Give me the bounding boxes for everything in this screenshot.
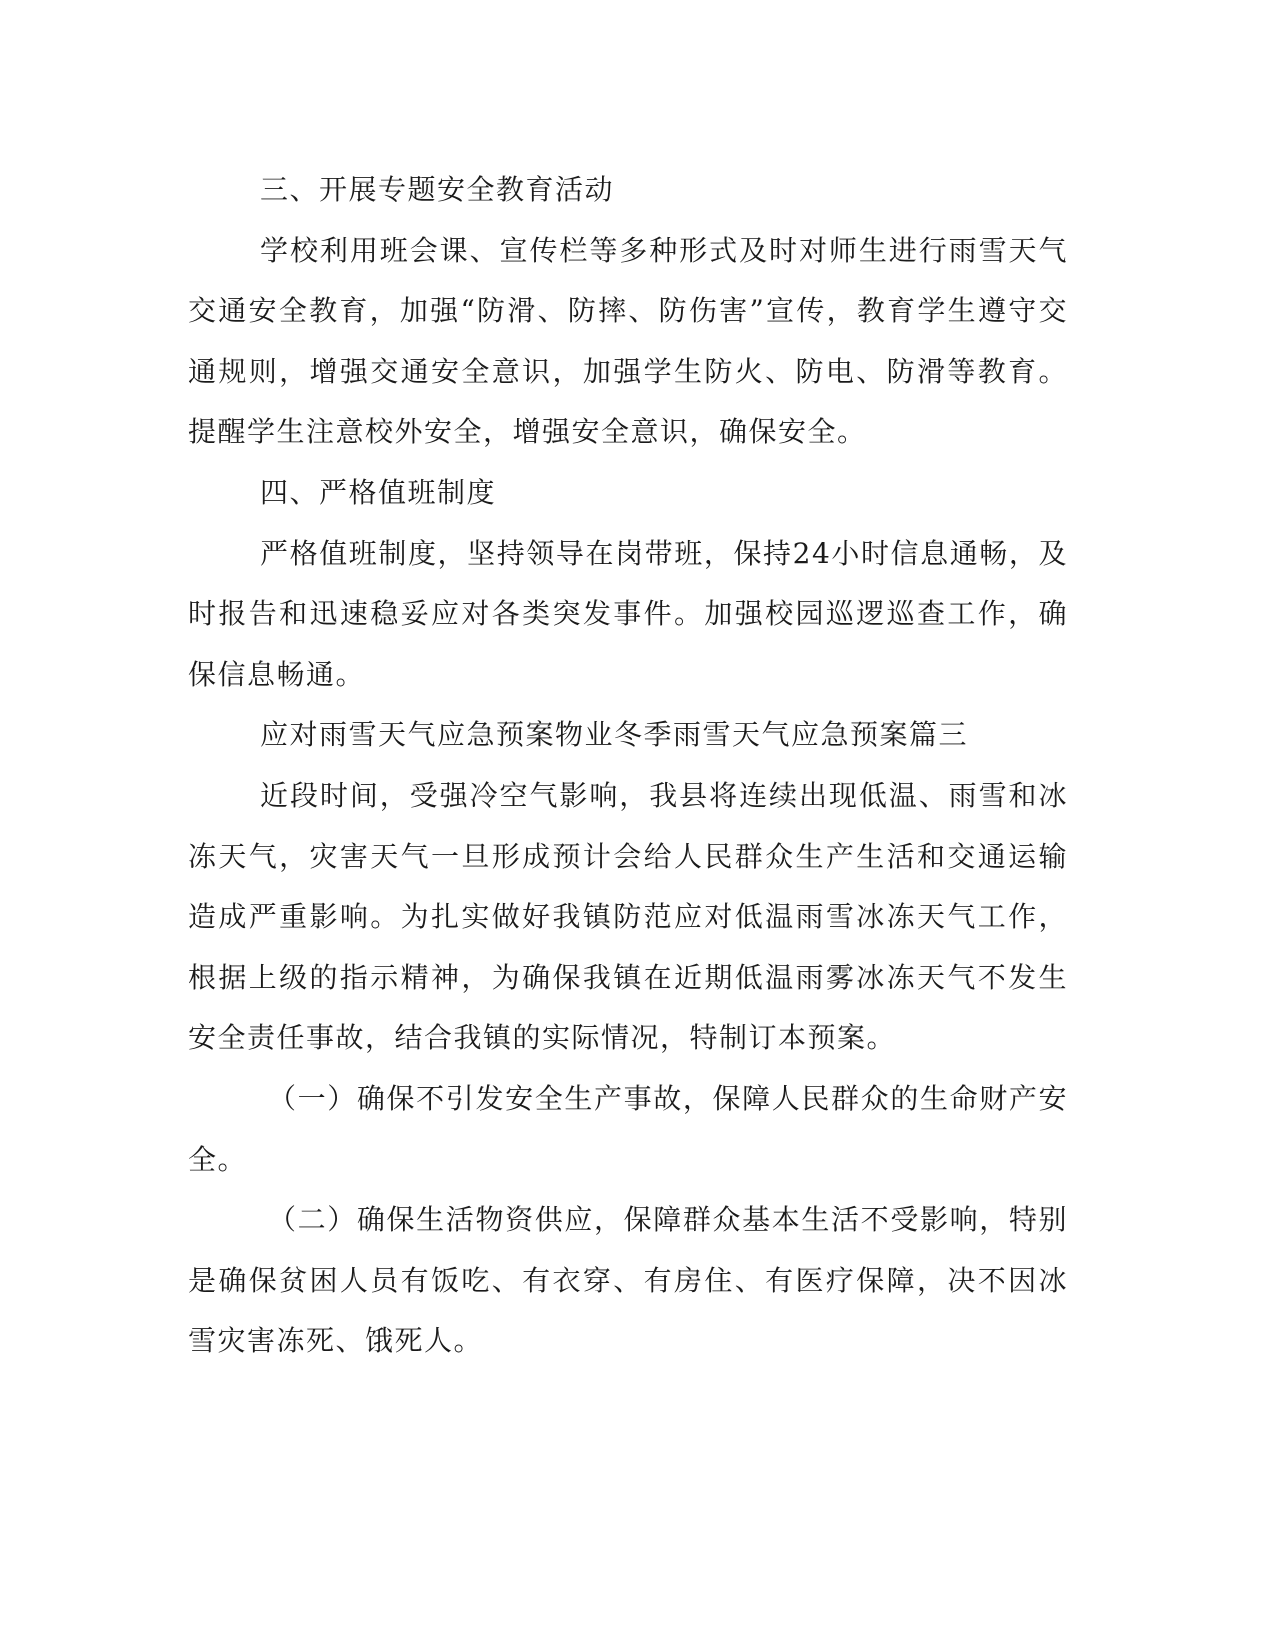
article-title: 应对雨雪天气应急预案物业冬季雨雪天气应急预案篇三 [260, 718, 969, 752]
list-item: （一）确保不引发安全生产事故，保障人民群众的生命财产安全。 [188, 1081, 1068, 1176]
body-paragraph: 严格值班制度，坚持领导在岗带班，保持24小时信息通畅，及时报告和迅速稳妥应对各类突发事件。加强校园巡逻巡查工作，确保信息畅通。 [188, 536, 1068, 691]
list-item: （二）确保生活物资供应，保障群众基本生活不受影响，特别是确保贫困人员有饭吃、有衣穿、有房住、有医疗保障，决不因冰雪灾害冻死、饿死人。 [188, 1203, 1068, 1358]
body-paragraph: 近段时间，受强冷空气影响，我县将连续出现低温、雨雪和冰冻天气，灾害天气一旦形成预计会给人民群众生产生活和交通运输造成严重影响。为扎实做好我镇防范应对低温雨雪冰冻天气工作，根据上级的指示精神，为确保我镇在近期低温雨雾冰冻天气不发生安全责任事故，结合我镇的实际情况，特制订本预案。 [188, 778, 1068, 1055]
body-paragraph: 学校利用班会课、宣传栏等多种形式及时对师生进行雨雪天气交通安全教育，加强“防滑、防摔、防伤害”宣传，教育学生遵守交通规则，增强交通安全意识，加强学生防火、防电、防滑等教育。提醒学生注意校外安全，增强安全意识，确保安全。 [188, 233, 1068, 449]
section-heading-3: 三、开展专题安全教育活动 [260, 173, 615, 206]
document-body [188, 160, 1068, 1372]
section-heading-4: 四、严格值班制度 [260, 475, 497, 509]
